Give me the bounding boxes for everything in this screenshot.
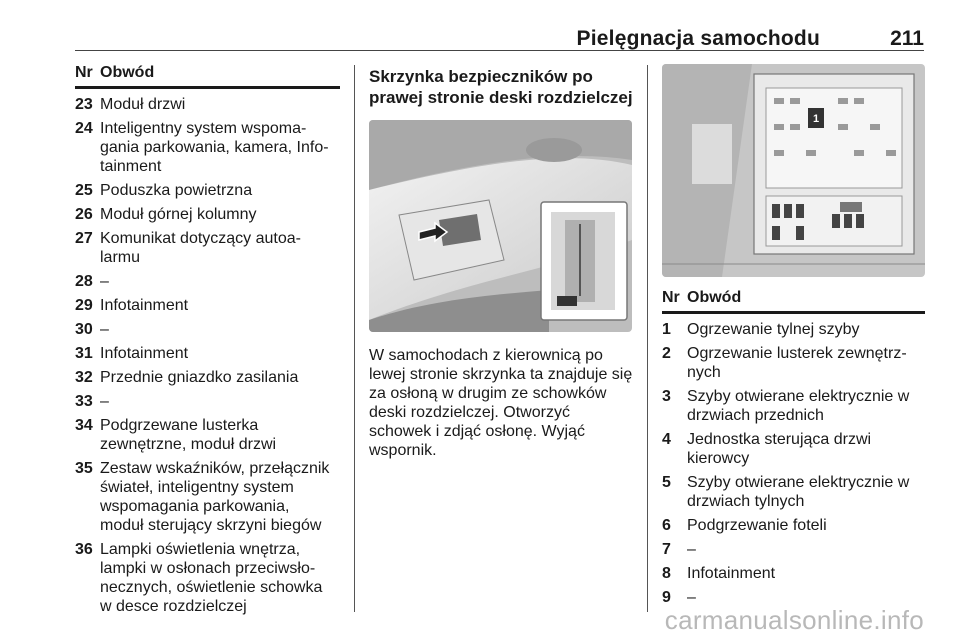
circuit-label: Inteligentny system wspoma- gania parkowania, kamera, Info- tainment	[100, 120, 329, 175]
page-number: 211	[890, 27, 924, 50]
middle-column	[369, 64, 634, 460]
fuse-number: 35	[75, 460, 93, 477]
fuse-number: 6	[662, 517, 671, 534]
table-row	[75, 229, 340, 267]
table-row	[75, 392, 340, 411]
circuit-label: Przednie gniazdko zasilania	[100, 369, 299, 386]
section-heading-text: Skrzynka bezpieczników po prawej stronie deski rozdzielczej	[369, 67, 633, 107]
circuit-label: Lampki oświetlenia wnętrza, lampki w osłonach przeciwsło- necznych, oświetlenie schowka w desce rozdzielczej	[100, 541, 323, 615]
circuit-label: Komunikat dotyczący autoa- larmu	[100, 230, 301, 266]
fuse-number: 3	[662, 388, 671, 405]
fuse-number: 33	[75, 393, 93, 410]
table-row	[75, 272, 340, 291]
table-row	[662, 516, 925, 535]
circuit-label: Podgrzewanie foteli	[687, 517, 827, 534]
glovebox-illustration	[369, 120, 632, 332]
table-body	[75, 95, 340, 616]
table-header	[662, 289, 925, 314]
fuse-number: 5	[662, 474, 671, 491]
circuit-label: Moduł górnej kolumny	[100, 206, 257, 223]
circuit-label: –	[100, 273, 109, 290]
circuit-label: Infotainment	[100, 297, 189, 314]
fuse-number: 9	[662, 589, 671, 606]
table-row	[662, 473, 925, 511]
fuse-number: 4	[662, 431, 671, 448]
circuit-label: Szyby otwierane elektrycznie w drzwiach tylnych	[687, 474, 910, 510]
fuse-number: 34	[75, 417, 93, 434]
circuit-label: Moduł drzwi	[100, 96, 186, 113]
fuse-number: 30	[75, 321, 93, 338]
fuse-callout-label: 1	[812, 113, 820, 125]
body-paragraph-text: W samochodach z kierownicą po lewej stronie skrzynka ta znajduje się za osłoną w drugim ze schowków deski rozdzielczej. Otworzyć schowek i zdjąć osłonę. Wyjąć wspornik.	[369, 347, 633, 459]
fuse-number: 31	[75, 345, 93, 362]
column-header-nr: Nr	[662, 289, 680, 306]
fuse-number: 7	[662, 541, 671, 558]
circuit-label: Zestaw wskaźników, przełącznik świateł, inteligentny system wspomagania parkowania, moduł sterujący skrzyni biegów	[100, 460, 330, 534]
circuit-label: Ogrzewanie lusterek zewnętrz- nych	[687, 345, 907, 381]
table-row	[75, 95, 340, 114]
fuse-number: 28	[75, 273, 93, 290]
right-column	[662, 64, 925, 612]
fuse-box-diagram	[662, 64, 925, 277]
fuse-number: 8	[662, 565, 671, 582]
table-row	[75, 344, 340, 363]
circuit-label: Infotainment	[100, 345, 189, 362]
circuit-label: Jednostka sterująca drzwi kierowcy	[687, 431, 872, 467]
table-row	[75, 119, 340, 176]
table-row	[662, 540, 925, 559]
table-row	[75, 205, 340, 224]
watermark: carmanualsonline.info	[664, 605, 924, 635]
table-row	[75, 320, 340, 339]
fuse-number: 1	[662, 321, 671, 338]
table-row	[75, 459, 340, 535]
column-divider-2	[647, 65, 648, 612]
header-rule	[75, 50, 924, 51]
fuse-number: 24	[75, 120, 93, 137]
fuse-number: 26	[75, 206, 93, 223]
circuit-label: –	[687, 541, 696, 558]
circuit-label: –	[687, 589, 696, 606]
section-heading	[369, 66, 634, 108]
column-header-circuit: Obwód	[687, 289, 742, 306]
table-row	[662, 320, 925, 339]
fuse-number: 23	[75, 96, 93, 113]
fuse-number: 27	[75, 230, 93, 247]
fuse-number: 29	[75, 297, 93, 314]
table-row	[75, 368, 340, 387]
circuit-label: Podgrzewane lusterka zewnętrzne, moduł drzwi	[100, 417, 277, 453]
circuit-label: Poduszka powietrzna	[100, 182, 253, 199]
circuit-label: Ogrzewanie tylnej szyby	[687, 321, 860, 338]
page-title: Pielęgnacja samochodu	[576, 27, 820, 50]
circuit-label: Szyby otwierane elektrycznie w drzwiach przednich	[687, 388, 910, 424]
table-header	[75, 64, 340, 89]
fuse-number: 25	[75, 182, 93, 199]
column-header-circuit: Obwód	[100, 64, 155, 81]
body-paragraph	[369, 346, 634, 460]
table-row	[662, 430, 925, 468]
fuse-number: 2	[662, 345, 671, 362]
left-fuse-table	[75, 64, 340, 621]
table-row	[662, 387, 925, 425]
circuit-label: –	[100, 321, 109, 338]
table-row	[75, 540, 340, 616]
column-header-nr: Nr	[75, 64, 93, 81]
table-row	[75, 296, 340, 315]
column-divider-1	[354, 65, 355, 612]
table-row	[662, 344, 925, 382]
table-row	[75, 416, 340, 454]
circuit-label: –	[100, 393, 109, 410]
table-row	[75, 181, 340, 200]
fuse-number: 36	[75, 541, 93, 558]
circuit-label: Infotainment	[687, 565, 776, 582]
fuse-number: 32	[75, 369, 93, 386]
table-row	[662, 564, 925, 583]
table-body	[662, 320, 925, 607]
